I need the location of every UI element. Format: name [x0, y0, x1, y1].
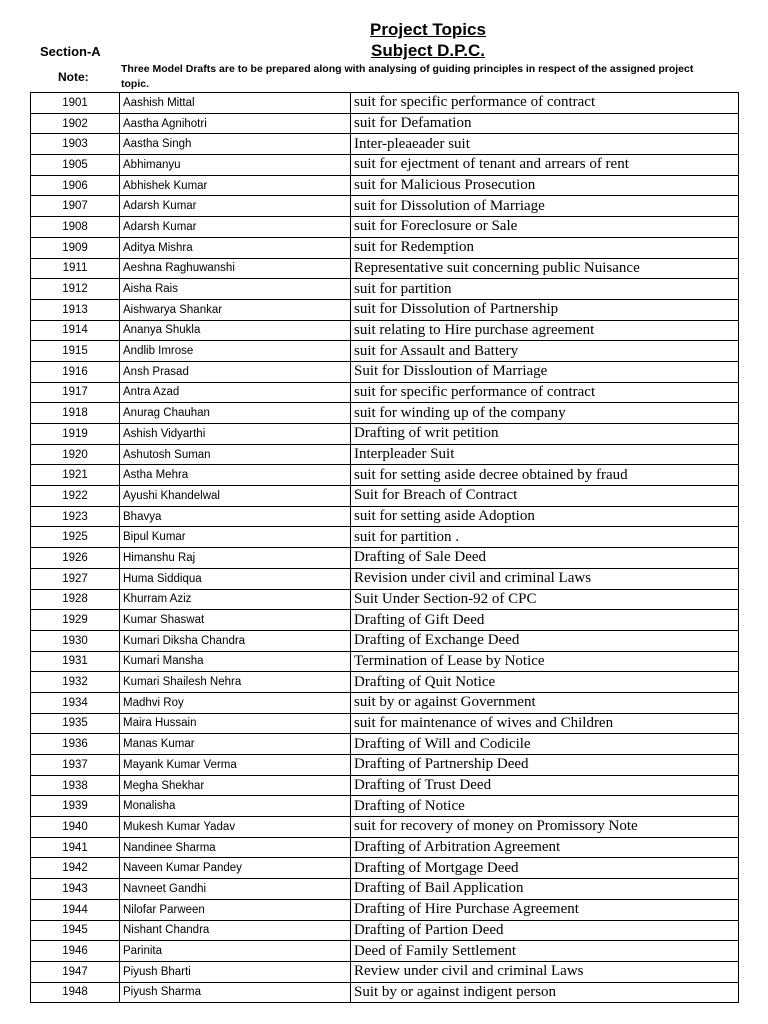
- topic-cell: suit for Dissolution of Partnership: [351, 299, 739, 320]
- name-cell: Kumari Diksha Chandra: [120, 630, 351, 651]
- roll-cell: 1941: [31, 837, 120, 858]
- name-cell: Anurag Chauhan: [120, 403, 351, 424]
- table-row: [31, 320, 739, 341]
- table-row: [31, 651, 739, 672]
- roll-cell: 1916: [31, 361, 120, 382]
- name-cell: Nandinee Sharma: [120, 837, 351, 858]
- name-cell: Nishant Chandra: [120, 920, 351, 941]
- name-cell: Astha Mehra: [120, 465, 351, 486]
- roll-cell: 1937: [31, 755, 120, 776]
- topic-cell: Drafting of Partnership Deed: [351, 755, 739, 776]
- topic-cell: Suit Under Section-92 of CPC: [351, 589, 739, 610]
- table-row: [31, 299, 739, 320]
- title-project-topics: Project Topics: [370, 20, 486, 39]
- topic-cell: Suit for Breach of Contract: [351, 486, 739, 507]
- topic-cell: Drafting of Sale Deed: [351, 548, 739, 569]
- roll-cell: 1911: [31, 258, 120, 279]
- table-row: [31, 941, 739, 962]
- topic-cell: suit for specific performance of contract: [351, 93, 739, 114]
- roll-cell: 1945: [31, 920, 120, 941]
- name-cell: Kumar Shaswat: [120, 610, 351, 631]
- roll-cell: 1931: [31, 651, 120, 672]
- roll-cell: 1929: [31, 610, 120, 631]
- topic-cell: suit for Defamation: [351, 113, 739, 134]
- roll-cell: 1948: [31, 982, 120, 1003]
- table-row: [31, 817, 739, 838]
- topic-cell: Drafting of Mortgage Deed: [351, 858, 739, 879]
- table-row: [31, 217, 739, 238]
- name-cell: Ansh Prasad: [120, 361, 351, 382]
- name-cell: Madhvi Roy: [120, 692, 351, 713]
- topic-cell: suit for setting aside decree obtained by fraud: [351, 465, 739, 486]
- roll-cell: 1934: [31, 692, 120, 713]
- roll-cell: 1906: [31, 175, 120, 196]
- topic-cell: Representative suit concerning public Nuisance: [351, 258, 739, 279]
- table-row: [31, 879, 739, 900]
- table-row: [31, 93, 739, 114]
- roll-cell: 1938: [31, 775, 120, 796]
- roll-cell: 1947: [31, 961, 120, 982]
- roll-cell: 1930: [31, 630, 120, 651]
- name-cell: Bipul Kumar: [120, 527, 351, 548]
- topic-cell: suit for Foreclosure or Sale: [351, 217, 739, 238]
- name-cell: Maira Hussain: [120, 713, 351, 734]
- name-cell: Aditya Mishra: [120, 237, 351, 258]
- table-row: [31, 341, 739, 362]
- table-row: [31, 113, 739, 134]
- table-row: [31, 403, 739, 424]
- name-cell: Adarsh Kumar: [120, 217, 351, 238]
- table-row: [31, 444, 739, 465]
- roll-cell: 1915: [31, 341, 120, 362]
- name-cell: Piyush Bharti: [120, 961, 351, 982]
- topic-cell: suit for maintenance of wives and Children: [351, 713, 739, 734]
- table-row: [31, 961, 739, 982]
- name-cell: Ananya Shukla: [120, 320, 351, 341]
- topic-cell: Review under civil and criminal Laws: [351, 961, 739, 982]
- name-cell: Navneet Gandhi: [120, 879, 351, 900]
- name-cell: Himanshu Raj: [120, 548, 351, 569]
- topic-cell: Drafting of Exchange Deed: [351, 630, 739, 651]
- roll-cell: 1920: [31, 444, 120, 465]
- name-cell: Aashish Mittal: [120, 93, 351, 114]
- name-cell: Adarsh Kumar: [120, 196, 351, 217]
- roll-cell: 1944: [31, 899, 120, 920]
- topic-cell: Drafting of Trust Deed: [351, 775, 739, 796]
- table-row: [31, 465, 739, 486]
- table-row: [31, 734, 739, 755]
- name-cell: Nilofar Parween: [120, 899, 351, 920]
- name-cell: Megha Shekhar: [120, 775, 351, 796]
- topic-cell: suit for partition .: [351, 527, 739, 548]
- name-cell: Aastha Agnihotri: [120, 113, 351, 134]
- roll-cell: 1912: [31, 279, 120, 300]
- table-row: [31, 506, 739, 527]
- topic-cell: suit for specific performance of contract: [351, 382, 739, 403]
- table-row: [31, 424, 739, 445]
- roll-cell: 1914: [31, 320, 120, 341]
- table-row: [31, 155, 739, 176]
- roll-cell: 1940: [31, 817, 120, 838]
- roll-cell: 1942: [31, 858, 120, 879]
- table-row: [31, 982, 739, 1003]
- roll-cell: 1925: [31, 527, 120, 548]
- roll-cell: 1936: [31, 734, 120, 755]
- topic-cell: Drafting of Hire Purchase Agreement: [351, 899, 739, 920]
- topic-cell: Drafting of Will and Codicile: [351, 734, 739, 755]
- table-row: [31, 920, 739, 941]
- note-label: Note:: [58, 70, 89, 84]
- name-cell: Parinita: [120, 941, 351, 962]
- table-row: [31, 796, 739, 817]
- name-cell: Manas Kumar: [120, 734, 351, 755]
- topic-cell: suit for Dissolution of Marriage: [351, 196, 739, 217]
- topic-cell: suit for winding up of the company: [351, 403, 739, 424]
- table-row: [31, 527, 739, 548]
- table-row: [31, 837, 739, 858]
- name-cell: Monalisha: [120, 796, 351, 817]
- roll-cell: 1901: [31, 93, 120, 114]
- name-cell: Khurram Aziz: [120, 589, 351, 610]
- topic-cell: Drafting of Partion Deed: [351, 920, 739, 941]
- table-row: [31, 672, 739, 693]
- topic-cell: Inter-pleaeader suit: [351, 134, 739, 155]
- roll-cell: 1927: [31, 568, 120, 589]
- table-row: [31, 258, 739, 279]
- roll-cell: 1913: [31, 299, 120, 320]
- topic-cell: Termination of Lease by Notice: [351, 651, 739, 672]
- name-cell: Piyush Sharma: [120, 982, 351, 1003]
- name-cell: Ashutosh Suman: [120, 444, 351, 465]
- table-row: [31, 279, 739, 300]
- topic-cell: suit for Assault and Battery: [351, 341, 739, 362]
- topic-cell: Deed of Family Settlement: [351, 941, 739, 962]
- topic-cell: Suit by or against indigent person: [351, 982, 739, 1003]
- name-cell: Abhimanyu: [120, 155, 351, 176]
- table-row: [31, 899, 739, 920]
- roll-cell: 1905: [31, 155, 120, 176]
- topic-cell: Interpleader Suit: [351, 444, 739, 465]
- roll-cell: 1926: [31, 548, 120, 569]
- name-cell: Naveen Kumar Pandey: [120, 858, 351, 879]
- roll-cell: 1907: [31, 196, 120, 217]
- roll-cell: 1902: [31, 113, 120, 134]
- name-cell: Mukesh Kumar Yadav: [120, 817, 351, 838]
- name-cell: Abhishek Kumar: [120, 175, 351, 196]
- table-row: [31, 755, 739, 776]
- topics-table: [30, 92, 739, 1003]
- roll-cell: 1909: [31, 237, 120, 258]
- topic-cell: suit for partition: [351, 279, 739, 300]
- table-row: [31, 713, 739, 734]
- topic-cell: suit for Malicious Prosecution: [351, 175, 739, 196]
- roll-cell: 1921: [31, 465, 120, 486]
- table-row: [31, 692, 739, 713]
- table-row: [31, 589, 739, 610]
- roll-cell: 1935: [31, 713, 120, 734]
- name-cell: Aisha Rais: [120, 279, 351, 300]
- topic-cell: Drafting of Quit Notice: [351, 672, 739, 693]
- topic-cell: suit for Redemption: [351, 237, 739, 258]
- topic-cell: suit relating to Hire purchase agreement: [351, 320, 739, 341]
- topic-cell: suit for setting aside Adoption: [351, 506, 739, 527]
- roll-cell: 1922: [31, 486, 120, 507]
- name-cell: Huma Siddiqua: [120, 568, 351, 589]
- name-cell: Bhavya: [120, 506, 351, 527]
- name-cell: Mayank Kumar Verma: [120, 755, 351, 776]
- name-cell: Aishwarya Shankar: [120, 299, 351, 320]
- table-row: [31, 382, 739, 403]
- table-row: [31, 630, 739, 651]
- name-cell: Aastha Singh: [120, 134, 351, 155]
- table-row: [31, 237, 739, 258]
- topic-cell: suit for recovery of money on Promissory Note: [351, 817, 739, 838]
- table-row: [31, 486, 739, 507]
- topic-cell: Revision under civil and criminal Laws: [351, 568, 739, 589]
- topic-cell: suit by or against Government: [351, 692, 739, 713]
- topic-cell: Drafting of writ petition: [351, 424, 739, 445]
- table-row: [31, 610, 739, 631]
- roll-cell: 1908: [31, 217, 120, 238]
- roll-cell: 1946: [31, 941, 120, 962]
- roll-cell: 1917: [31, 382, 120, 403]
- table-row: [31, 775, 739, 796]
- roll-cell: 1918: [31, 403, 120, 424]
- topic-cell: Drafting of Gift Deed: [351, 610, 739, 631]
- table-row: [31, 568, 739, 589]
- topic-cell: Drafting of Notice: [351, 796, 739, 817]
- title-subject: Subject D.P.C.: [371, 41, 485, 60]
- section-label: Section-A: [40, 44, 101, 59]
- table-row: [31, 548, 739, 569]
- topic-cell: suit for ejectment of tenant and arrears of rent: [351, 155, 739, 176]
- roll-cell: 1943: [31, 879, 120, 900]
- table-row: [31, 134, 739, 155]
- table-row: [31, 175, 739, 196]
- table-row: [31, 196, 739, 217]
- name-cell: Ashish Vidyarthi: [120, 424, 351, 445]
- roll-cell: 1923: [31, 506, 120, 527]
- note-text: Three Model Drafts are to be prepared along with analysing of guiding principles in respect of the assigned project topic.: [121, 63, 694, 90]
- roll-cell: 1932: [31, 672, 120, 693]
- roll-cell: 1939: [31, 796, 120, 817]
- topic-cell: Suit for Dissloution of Marriage: [351, 361, 739, 382]
- table-row: [31, 858, 739, 879]
- topic-cell: Drafting of Bail Application: [351, 879, 739, 900]
- name-cell: Ayushi Khandelwal: [120, 486, 351, 507]
- name-cell: Kumari Mansha: [120, 651, 351, 672]
- name-cell: Antra Azad: [120, 382, 351, 403]
- name-cell: Aeshna Raghuwanshi: [120, 258, 351, 279]
- name-cell: Kumari Shailesh Nehra: [120, 672, 351, 693]
- name-cell: Andlib Imrose: [120, 341, 351, 362]
- roll-cell: 1919: [31, 424, 120, 445]
- roll-cell: 1903: [31, 134, 120, 155]
- table-row: [31, 361, 739, 382]
- topic-cell: Drafting of Arbitration Agreement: [351, 837, 739, 858]
- roll-cell: 1928: [31, 589, 120, 610]
